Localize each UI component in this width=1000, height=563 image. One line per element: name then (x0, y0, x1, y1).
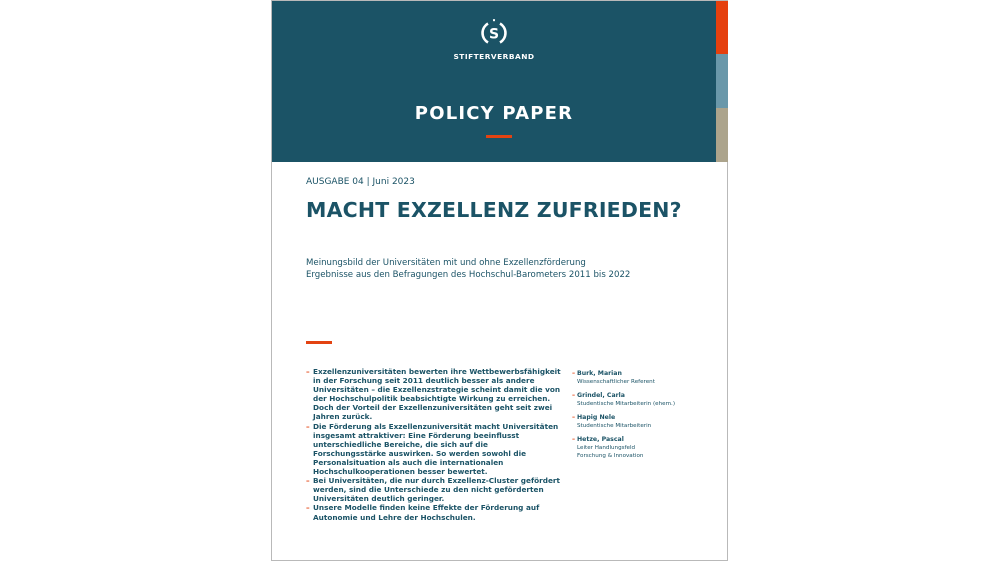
author-name: Hapig Nele (577, 414, 616, 421)
title-accent-rule (486, 135, 512, 138)
dash-bullet-icon: – (572, 436, 576, 443)
stripe-blue (716, 54, 728, 108)
stripe-beige (716, 108, 728, 162)
author-entry (572, 370, 712, 386)
finding-item (306, 503, 562, 521)
author-entry (572, 414, 712, 430)
finding-text: Die Förderung als Exzellenzuniversität macht Universitäten insgesamt attraktiver: Eine Förderung beeinflusst unterschiedliche Bereiche, die sich auf die Forschungsstärke auswirken. So werden sowohl die Personalsituation als auch die internationalen Hochschulkooperationen besser bewertet. (313, 421, 559, 477)
finding-text: Bei Universitäten, die nur durch Exzellenz-Cluster gefördert werden, sind die Unterschiede zu den nicht geförderten Universitäten deutlich geringer. (313, 476, 560, 504)
author-role: Studentische Mitarbeiterin (577, 423, 652, 429)
stifterverband-logo (272, 19, 716, 61)
author-name: Burk, Marian (577, 370, 622, 377)
color-stripes (716, 1, 728, 162)
stripe-orange (716, 1, 728, 54)
section-accent-rule (306, 341, 332, 344)
author-role: Wissenschaftlicher Referent (577, 379, 655, 385)
dash-bullet-icon: – (572, 414, 576, 421)
document-subtitle (306, 258, 630, 281)
subtitle-line: Meinungsbild der Universitäten mit und ohne Exzellenzförderung (306, 258, 586, 268)
dash-bullet-icon: – (306, 367, 310, 376)
dash-bullet-icon: – (572, 370, 576, 377)
author-entry (572, 392, 712, 408)
dash-bullet-icon: – (306, 503, 310, 513)
finding-item (306, 476, 562, 503)
finding-text: Exzellenzuniversitäten bewerten ihre Wettbewerbsfähigkeit in der Forschung seit 2011 deutlich besser als andere Universitäten – die Exzellenzstrategie scheint damit die von der Hochschulpolitik beabsichtigte Wirkung zu erreichen. Doch der Vorteil der Exzellenzuniversitäten geht seit zwei Jahren zurück. (313, 367, 561, 422)
issue-info: AUSGABE 04 | Juni 2023 (306, 177, 415, 187)
series-title: POLICY PAPER (414, 103, 574, 124)
author-name: Grindel, Carla (577, 392, 625, 399)
stifterverband-s-circle-icon (480, 19, 508, 47)
author-name: Hetze, Pascal (577, 436, 624, 443)
subtitle-line: Ergebnisse aus den Befragungen des Hochschul-Barometers 2011 bis 2022 (306, 269, 631, 280)
authors-list (572, 370, 712, 466)
policy-paper-page (271, 0, 728, 561)
author-entry (572, 436, 712, 460)
author-role: Forschung & Innovation (577, 453, 644, 459)
key-findings-list (306, 367, 562, 522)
cover-header (272, 1, 716, 162)
svg-text:S: S (488, 26, 500, 43)
finding-text: Unsere Modelle finden keine Effekte der Förderung auf Autonomie und Lehre der Hochschulen. (313, 503, 540, 522)
dash-bullet-icon: – (572, 392, 576, 399)
logo-wordmark: STIFTERVERBAND (453, 52, 535, 61)
dash-bullet-icon: – (306, 421, 310, 431)
author-role: Studentische Mitarbeiterin (ehem.) (577, 401, 676, 407)
finding-item (306, 422, 562, 477)
finding-item (306, 367, 562, 422)
author-role: Leiter Handlungsfeld (577, 445, 636, 451)
document-title: MACHT EXZELLENZ ZUFRIEDEN? (306, 198, 682, 222)
dash-bullet-icon: – (306, 476, 310, 486)
